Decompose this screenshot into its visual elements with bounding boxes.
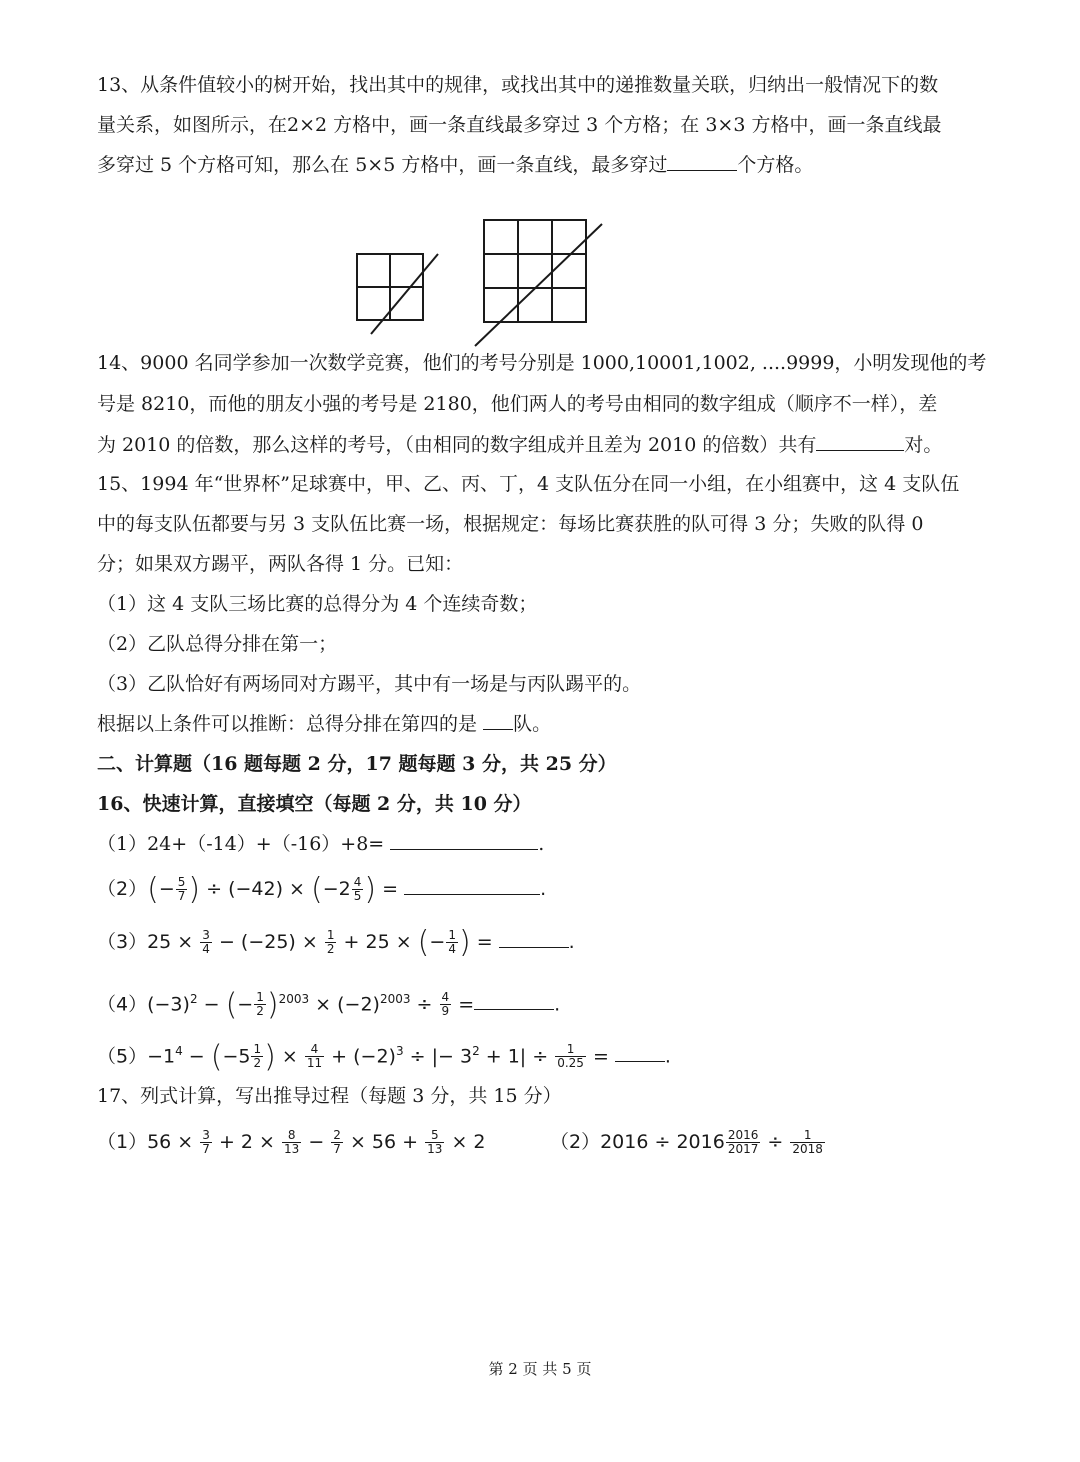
section-2-heading: 二、计算题（16 题每题 2 分，17 题每题 3 分，共 25 分） (97, 753, 617, 775)
q16-part-2-blank[interactable] (404, 876, 540, 895)
q15-conclusion-end: 队。 (513, 713, 552, 735)
q16-part-1: （1）24+（-14）+（-16）+8= . (97, 833, 545, 855)
q16-title: 16、快速计算，直接填空（每题 2 分，共 10 分） (97, 793, 532, 815)
grid-2x2 (357, 254, 438, 334)
q15-condition-3: （3）乙队恰好有两场同对方踢平，其中有一场是与丙队踢平的。 (97, 673, 642, 695)
q15-line-2: 中的每支队伍都要与另 3 支队伍比赛一场，根据规定：每场比赛获胜的队可得 3 分；失败的队得 0 (97, 513, 924, 535)
q17-part-1: （1）56 × $\frac{3}{7}$ + 2 × $\frac{8}{13}$ − $\frac{2}{7}$ × 56 + $\frac{5}{13}$ × 2 (97, 1128, 486, 1156)
q16-part-5-blank[interactable] (615, 1043, 665, 1062)
q13-line-3 (97, 152, 813, 178)
q15-conclusion-text: 根据以上条件可以推断：总得分排在第四的是 (97, 713, 478, 735)
q17-part-1-label: （1） (97, 1131, 148, 1153)
q16-part-3-blank[interactable] (499, 929, 569, 948)
q16-part-1-expression: 24+（-14）+（-16）+8= (147, 833, 385, 855)
q14-line-2: 号是 8210，而他的朋友小强的考号是 2180，他们两人的考号由相同的数字组成（顺序不一样），差 (97, 393, 938, 415)
q13-line-1: 13、从条件值较小的树开始，找出其中的规律，或找出其中的递推数量关联，归纳出一般情况下的数 (97, 74, 939, 96)
q15-line-1: 15、1994 年“世界杯”足球赛中，甲、乙、丙、丁，4 支队伍分在同一小组，在小组赛中，这 4 支队伍 (97, 473, 960, 495)
q17-part-2-label: （2） (550, 1131, 601, 1153)
q14-line-3-end: 对。 (904, 434, 943, 456)
q14-answer-blank[interactable] (816, 432, 904, 451)
q16-part-3: （3）25 × $\frac{3}{4}$ − (−25) × $\frac{1}{2}$ + 25 × (− $\frac{1}{4}$ ) = . (97, 925, 575, 960)
grid-figure (350, 214, 620, 349)
q14-line-3-text: 为 2010 的倍数，那么这样的考号，（由相同的数字组成并且差为 2010 的倍数）共有 (97, 434, 817, 456)
q15-answer-blank[interactable] (483, 711, 513, 730)
q14-line-1: 14、9000 名同学参加一次数学竞赛，他们的考号分别是 1000,10001,1002, ....9999，小明发现他的考 (97, 352, 987, 374)
q14-line-3 (97, 432, 942, 458)
page-footer: 第 2 页 共 5 页 (488, 1360, 592, 1378)
q17-title: 17、列式计算，写出推导过程（每题 3 分，共 15 分） (97, 1085, 562, 1107)
q13-line-2: 量关系，如图所示，在2×2 方格中，画一条直线最多穿过 3 个方格；在 3×3 方格中，画一条直线最 (97, 114, 942, 136)
q16-part-3-label: （3） (97, 931, 148, 953)
q16-part-4-blank[interactable] (474, 991, 554, 1010)
q15-line-3: 分；如果双方踢平，两队各得 1 分。已知： (97, 553, 464, 575)
q17-part-2: （2）2016 ÷ 2016 $\frac{2016}{2017}$ ÷ $\frac{1}{2018}$ (550, 1128, 823, 1156)
q15-conclusion (97, 711, 551, 737)
q13-line-3-text: 多穿过 5 个方格可知，那么在 5×5 方格中，画一条直线，最多穿过 (97, 154, 668, 176)
q15-condition-1: （1）这 4 支队三场比赛的总得分为 4 个连续奇数； (97, 593, 538, 615)
q16-part-5-label: （5） (97, 1045, 148, 1068)
q15-condition-2: （2）乙队总得分排在第一； (97, 633, 338, 655)
grid-3x3 (475, 220, 602, 346)
q16-part-2-label: （2） (97, 878, 148, 900)
q13-line-3-end: 个方格。 (737, 154, 814, 176)
q16-part-2: （2）(− $\frac{5}{7}$ ) ÷ (−42) × (−2 $\frac{4}{5}$ ) = . (97, 872, 547, 907)
q16-part-4-label: （4） (97, 993, 148, 1016)
q16-part-4: $(4)(-3)^2$ − (− $\frac{1}{2}$ )$^{2003} \times (-2)^{2003}$ ÷ $\frac{4}{9}$ = . (97, 987, 561, 1023)
q16-part-1-label: （1） (97, 833, 148, 855)
q16-part-1-blank[interactable] (390, 831, 538, 850)
q16-part-5: $(5)-1^4 - (-5$ $\frac{1}{2}$ ) × $\frac{4}{11}$ + $(-2)^3$ ÷ |− $3^2 + 1|$ ÷ $\frac{1}{0.25}$ = . (97, 1039, 671, 1075)
q13-answer-blank[interactable] (667, 152, 737, 171)
